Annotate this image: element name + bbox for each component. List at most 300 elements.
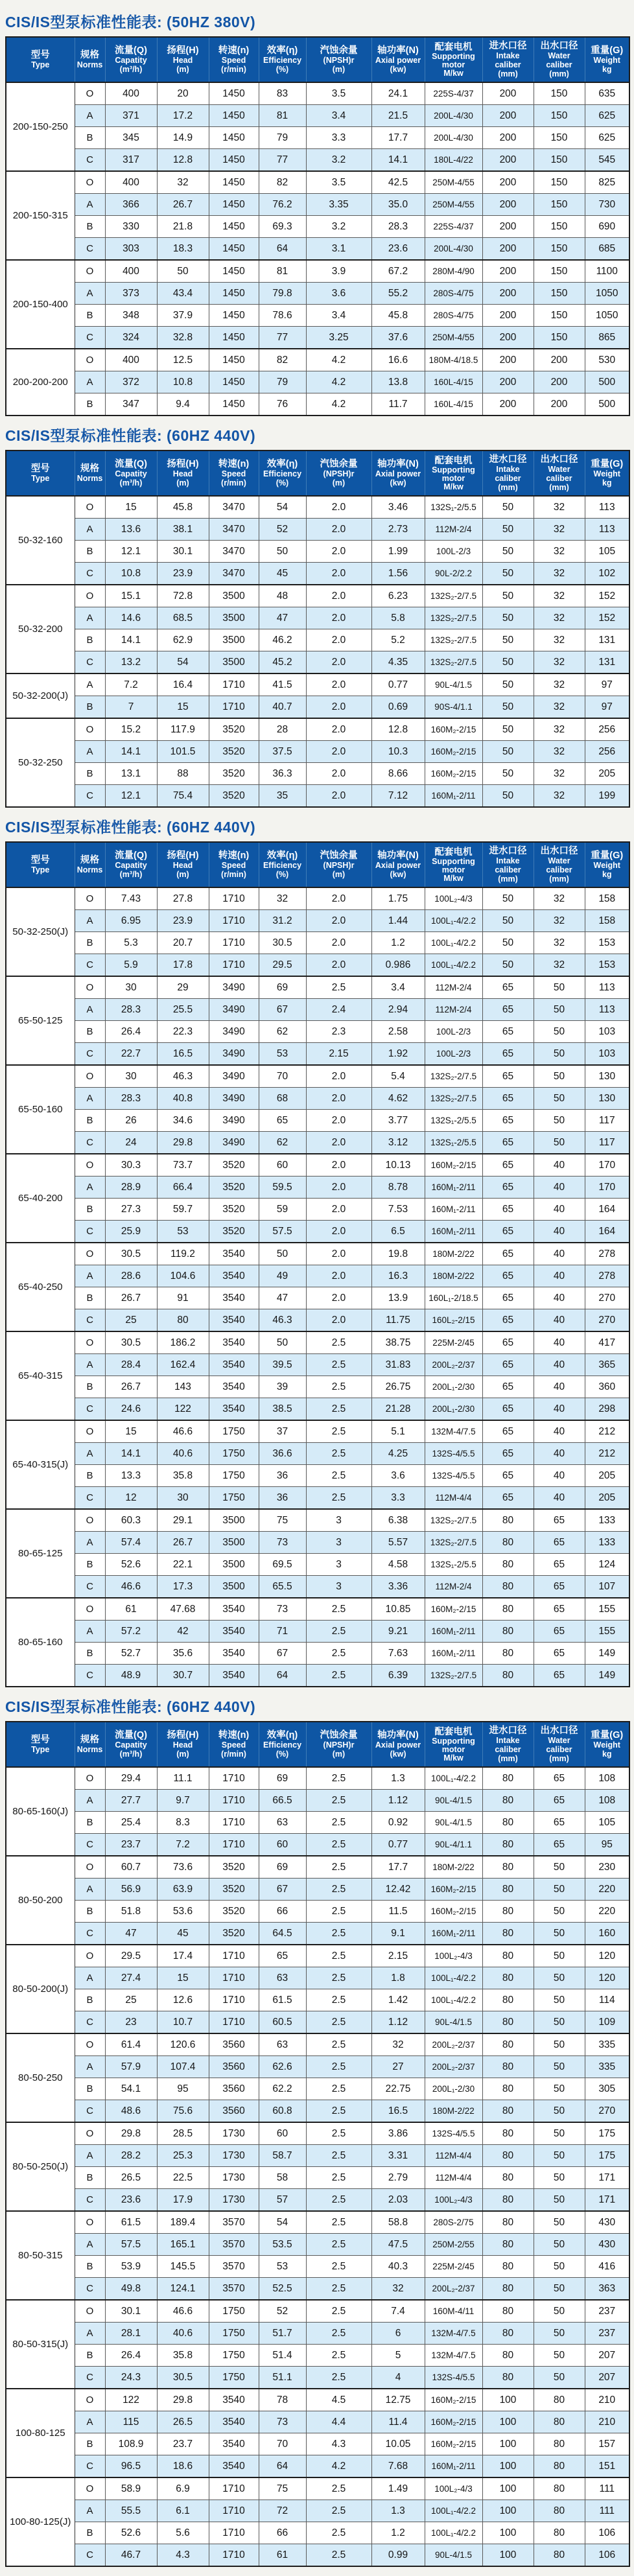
npsh-cell: 3.4 (306, 105, 371, 127)
column-header-axial-power (371, 842, 425, 887)
table-row (6, 2278, 629, 2301)
water-caliber-cell: 80 (534, 2389, 585, 2411)
water-caliber-cell: 40 (534, 1354, 585, 1376)
head-cell: 22.1 (157, 1554, 209, 1576)
weight-cell: 256 (585, 718, 629, 741)
table-row (6, 1043, 629, 1066)
intake-caliber-cell: 50 (482, 673, 534, 696)
npsh-cell: 2.5 (306, 2345, 371, 2367)
intake-caliber-cell: 65 (482, 1021, 534, 1043)
table-row (6, 1199, 629, 1221)
weight-cell: 131 (585, 651, 629, 674)
water-caliber-cell: 40 (534, 1177, 585, 1199)
column-header-intake-caliber (482, 842, 534, 887)
column-header-capacity-line: (m³/h) (119, 478, 143, 487)
table-row (6, 2345, 629, 2367)
axial-power-cell: 2.03 (371, 2189, 425, 2212)
capacity-cell: 23.7 (105, 1834, 157, 1856)
head-cell: 21.8 (157, 216, 209, 238)
axial-power-cell: 26.75 (371, 1376, 425, 1398)
intake-caliber-cell: 65 (482, 1354, 534, 1376)
table-row (6, 1901, 629, 1923)
head-cell: 75.4 (157, 785, 209, 808)
column-header-speed (209, 842, 259, 887)
intake-caliber-cell: 65 (482, 1243, 534, 1265)
norm-cell: C (75, 954, 105, 977)
column-header-intake-caliber-line: 进水口径 (489, 41, 527, 51)
norm-cell: C (75, 1398, 105, 1421)
efficiency-cell: 52 (259, 2300, 306, 2323)
intake-caliber-cell: 50 (482, 496, 534, 519)
weight-cell: 1050 (585, 283, 629, 305)
norm-cell: O (75, 2477, 105, 2500)
efficiency-cell: 77 (259, 149, 306, 172)
weight-cell: 237 (585, 2300, 629, 2323)
motor-cell: 160L-4/15 (425, 371, 482, 393)
efficiency-cell: 76 (259, 393, 306, 416)
norm-cell: A (75, 1879, 105, 1901)
table-row (6, 1487, 629, 1510)
intake-caliber-cell: 50 (482, 954, 534, 977)
intake-caliber-cell: 65 (482, 1487, 534, 1510)
capacity-cell: 28.4 (105, 1354, 157, 1376)
norm-cell: O (75, 2389, 105, 2411)
weight-cell: 205 (585, 1487, 629, 1510)
head-cell: 46.3 (157, 1065, 209, 1088)
efficiency-cell: 73 (259, 1532, 306, 1554)
motor-cell: 160M₂-2/15 (425, 741, 482, 763)
npsh-cell: 2.0 (306, 1110, 371, 1132)
efficiency-cell: 36.6 (259, 1443, 306, 1465)
motor-cell: 100L₂-4/3 (425, 887, 482, 910)
head-cell: 117.9 (157, 718, 209, 741)
norm-cell: A (75, 607, 105, 629)
head-cell: 189.4 (157, 2211, 209, 2234)
npsh-cell: 2.5 (306, 1812, 371, 1834)
column-header-capacity-line: Capatity (115, 1740, 147, 1750)
efficiency-cell: 51.1 (259, 2367, 306, 2389)
axial-power-cell: 4.35 (371, 651, 425, 674)
water-caliber-cell: 150 (534, 82, 585, 105)
speed-cell: 3520 (209, 1154, 259, 1177)
axial-power-cell: 2.58 (371, 1021, 425, 1043)
axial-power-cell: 6.39 (371, 1665, 425, 1687)
column-header-npsh-line: (m) (332, 478, 346, 487)
column-header-npsh-line: 汽蚀余量 (320, 45, 358, 56)
column-header-efficiency-line: Efficiency (263, 469, 302, 478)
capacity-cell: 60.3 (105, 1509, 157, 1532)
efficiency-cell: 50 (259, 1331, 306, 1354)
column-header-speed (209, 37, 259, 82)
column-header-motor-line: 配套电机 (434, 41, 473, 53)
axial-power-cell: 7.63 (371, 1643, 425, 1665)
intake-caliber-cell: 100 (482, 2433, 534, 2455)
efficiency-cell: 37 (259, 1420, 306, 1443)
speed-cell: 3490 (209, 1065, 259, 1088)
motor-cell: 100L₁-4/2.2 (425, 1967, 482, 1989)
head-cell: 12.6 (157, 1989, 209, 2011)
motor-cell: 280S-4/75 (425, 283, 482, 305)
capacity-cell: 14.1 (105, 1443, 157, 1465)
axial-power-cell: 16.5 (371, 2100, 425, 2123)
capacity-cell: 56.9 (105, 1879, 157, 1901)
column-header-speed-line: 转速(n) (218, 1730, 250, 1740)
capacity-cell: 28.3 (105, 999, 157, 1021)
efficiency-cell: 71 (259, 1621, 306, 1643)
motor-cell: 160M₂-2/15 (425, 2389, 482, 2411)
motor-cell: 132S-4/5.5 (425, 2122, 482, 2145)
speed-cell: 3540 (209, 1287, 259, 1309)
intake-caliber-cell: 80 (482, 2122, 534, 2145)
motor-cell: 200L-4/30 (425, 127, 482, 149)
weight-cell: 133 (585, 1532, 629, 1554)
norm-cell: O (75, 1331, 105, 1354)
norm-cell: O (75, 82, 105, 105)
npsh-cell: 3 (306, 1576, 371, 1598)
npsh-cell: 2.0 (306, 673, 371, 696)
axial-power-cell: 9.21 (371, 1621, 425, 1643)
norm-cell: O (75, 1243, 105, 1265)
table-row (6, 696, 629, 719)
capacity-cell: 303 (105, 238, 157, 261)
column-header-motor (425, 1722, 482, 1767)
water-caliber-cell: 40 (534, 1243, 585, 1265)
table-row (6, 2411, 629, 2433)
weight-cell: 270 (585, 1309, 629, 1332)
norm-cell: A (75, 1443, 105, 1465)
column-header-intake-caliber-line: Intake caliber (495, 51, 521, 69)
norm-cell: A (75, 1790, 105, 1812)
norm-cell: B (75, 1812, 105, 1834)
npsh-cell: 2.0 (306, 541, 371, 563)
axial-power-cell: 9.1 (371, 1923, 425, 1945)
weight-cell: 220 (585, 1901, 629, 1923)
capacity-cell: 30.3 (105, 1154, 157, 1177)
npsh-cell: 2.0 (306, 785, 371, 808)
intake-caliber-cell: 80 (482, 2189, 534, 2212)
table-row (6, 1088, 629, 1110)
column-header-speed-line: Speed (221, 56, 246, 65)
weight-cell: 103 (585, 1021, 629, 1043)
water-caliber-cell: 65 (534, 1790, 585, 1812)
capacity-cell: 366 (105, 194, 157, 216)
npsh-cell: 2.5 (306, 1376, 371, 1398)
table-row (6, 2522, 629, 2544)
head-cell: 40.8 (157, 1088, 209, 1110)
norm-cell: C (75, 1834, 105, 1856)
motor-cell: 112M-4/4 (425, 2167, 482, 2189)
norm-cell: O (75, 887, 105, 910)
capacity-cell: 57.4 (105, 1532, 157, 1554)
speed-cell: 3490 (209, 1110, 259, 1132)
weight-cell: 205 (585, 1465, 629, 1487)
npsh-cell: 2.5 (306, 1790, 371, 1812)
water-caliber-cell: 150 (534, 149, 585, 172)
table-row (6, 1331, 629, 1354)
table-row (6, 563, 629, 585)
npsh-cell: 2.5 (306, 1989, 371, 2011)
axial-power-cell: 12.8 (371, 718, 425, 741)
motor-cell: 132S₂-2/7.5 (425, 651, 482, 674)
column-header-head-line: Head (172, 861, 193, 870)
efficiency-cell: 79 (259, 371, 306, 393)
intake-caliber-cell: 65 (482, 1287, 534, 1309)
column-header-weight-line: Weight (593, 1740, 620, 1750)
npsh-cell: 2.5 (306, 1879, 371, 1901)
npsh-cell: 2.0 (306, 887, 371, 910)
norm-cell: A (75, 1177, 105, 1199)
head-cell: 9.4 (157, 393, 209, 416)
efficiency-cell: 52.5 (259, 2278, 306, 2301)
weight-cell: 106 (585, 2522, 629, 2544)
norm-cell: C (75, 327, 105, 349)
npsh-cell: 2.5 (306, 2477, 371, 2500)
npsh-cell: 2.0 (306, 910, 371, 932)
weight-cell: 685 (585, 238, 629, 261)
water-caliber-cell: 150 (534, 194, 585, 216)
weight-cell: 199 (585, 785, 629, 808)
table-row (6, 1945, 629, 1967)
column-header-efficiency (259, 451, 306, 496)
axial-power-cell: 55.2 (371, 283, 425, 305)
motor-cell: 180M-2/22 (425, 1265, 482, 1287)
speed-cell: 1750 (209, 1465, 259, 1487)
norm-cell: B (75, 216, 105, 238)
speed-cell: 3470 (209, 541, 259, 563)
intake-caliber-cell: 65 (482, 1088, 534, 1110)
table-row (6, 910, 629, 932)
motor-cell: 160M₁-2/11 (425, 785, 482, 808)
motor-cell: 160M₂-2/15 (425, 2411, 482, 2433)
axial-power-cell: 13.8 (371, 371, 425, 393)
column-header-axial-power (371, 1722, 425, 1767)
weight-cell: 131 (585, 629, 629, 651)
norm-cell: C (75, 1043, 105, 1066)
npsh-cell: 2.0 (306, 1154, 371, 1177)
head-cell: 18.3 (157, 238, 209, 261)
column-header-motor (425, 842, 482, 887)
efficiency-cell: 40.7 (259, 696, 306, 719)
motor-cell: 90L-4/1.5 (425, 1812, 482, 1834)
weight-cell: 152 (585, 585, 629, 607)
weight-cell: 363 (585, 2278, 629, 2301)
npsh-cell: 3.3 (306, 127, 371, 149)
efficiency-cell: 77 (259, 327, 306, 349)
performance-table-section (0, 815, 634, 1687)
norm-cell: A (75, 1967, 105, 1989)
water-caliber-cell: 200 (534, 393, 585, 416)
column-header-axial-power-line: (kw) (390, 478, 406, 487)
weight-cell: 365 (585, 1354, 629, 1376)
column-header-water-caliber-line: (mm) (549, 1754, 569, 1763)
head-cell: 18.6 (157, 2455, 209, 2478)
intake-caliber-cell: 200 (482, 105, 534, 127)
capacity-cell: 12 (105, 1487, 157, 1510)
speed-cell: 1450 (209, 305, 259, 327)
speed-cell: 3540 (209, 1398, 259, 1421)
table-row (6, 1354, 629, 1376)
table-row (6, 629, 629, 651)
column-header-speed-line: 转速(n) (218, 45, 250, 56)
norm-cell: A (75, 2056, 105, 2078)
npsh-cell: 2.0 (306, 741, 371, 763)
column-header-npsh-line: (m) (332, 65, 346, 74)
capacity-cell: 49.8 (105, 2278, 157, 2301)
norm-cell: B (75, 763, 105, 785)
motor-cell: 200L₁-2/30 (425, 1398, 482, 1421)
capacity-cell: 7 (105, 696, 157, 719)
table-row (6, 1989, 629, 2011)
water-caliber-cell: 40 (534, 1221, 585, 1243)
table-row (6, 1021, 629, 1043)
speed-cell: 3540 (209, 1621, 259, 1643)
column-header-water-caliber-line: (mm) (549, 874, 569, 884)
weight-cell: 171 (585, 2189, 629, 2212)
motor-cell: 200L-4/30 (425, 105, 482, 127)
weight-cell: 270 (585, 1287, 629, 1309)
head-cell: 35.8 (157, 1465, 209, 1487)
weight-cell: 207 (585, 2367, 629, 2389)
table-row (6, 785, 629, 808)
performance-table-section (0, 10, 634, 416)
npsh-cell: 3.35 (306, 194, 371, 216)
column-header-efficiency-line: (%) (276, 870, 289, 879)
weight-cell: 278 (585, 1243, 629, 1265)
table-row (6, 585, 629, 607)
motor-cell: 160M₁-2/11 (425, 1923, 482, 1945)
column-header-efficiency-line: Efficiency (263, 1740, 302, 1750)
head-cell: 30.7 (157, 1665, 209, 1687)
motor-cell: 132S₁-2/5.5 (425, 1554, 482, 1576)
head-cell: 20 (157, 82, 209, 105)
efficiency-cell: 70 (259, 1065, 306, 1088)
weight-cell: 111 (585, 2500, 629, 2522)
npsh-cell: 2.5 (306, 2167, 371, 2189)
axial-power-cell: 1.12 (371, 1790, 425, 1812)
water-caliber-cell: 150 (534, 216, 585, 238)
efficiency-cell: 67 (259, 999, 306, 1021)
norm-cell: A (75, 371, 105, 393)
motor-cell: 200L₂-2/37 (425, 1354, 482, 1376)
column-header-speed-line: Speed (221, 861, 246, 870)
weight-cell: 175 (585, 2122, 629, 2145)
head-cell: 14.9 (157, 127, 209, 149)
intake-caliber-cell: 50 (482, 651, 534, 674)
head-cell: 20.7 (157, 932, 209, 954)
axial-power-cell: 3.3 (371, 1487, 425, 1510)
axial-power-cell: 28.3 (371, 216, 425, 238)
speed-cell: 1450 (209, 194, 259, 216)
water-caliber-cell: 50 (534, 1110, 585, 1132)
water-caliber-cell: 65 (534, 1665, 585, 1687)
efficiency-cell: 60 (259, 1154, 306, 1177)
speed-cell: 3520 (209, 1199, 259, 1221)
motor-cell: 132S-4/5.5 (425, 1443, 482, 1465)
npsh-cell: 2.5 (306, 1923, 371, 1945)
capacity-cell: 400 (105, 349, 157, 371)
speed-cell: 1710 (209, 910, 259, 932)
speed-cell: 1710 (209, 2500, 259, 2522)
efficiency-cell: 45 (259, 563, 306, 585)
npsh-cell: 2.5 (306, 2100, 371, 2123)
head-cell: 8.3 (157, 1812, 209, 1834)
head-cell: 29.8 (157, 1132, 209, 1154)
column-header-water-caliber (534, 1722, 585, 1767)
efficiency-cell: 67 (259, 1879, 306, 1901)
efficiency-cell: 31.2 (259, 910, 306, 932)
table-row (6, 305, 629, 327)
head-cell: 26.7 (157, 1532, 209, 1554)
norm-cell: B (75, 541, 105, 563)
column-header-water-caliber (534, 842, 585, 887)
axial-power-cell: 0.92 (371, 1812, 425, 1834)
head-cell: 10.7 (157, 2011, 209, 2034)
column-header-npsh-line: (m) (332, 1750, 346, 1759)
column-header-water-caliber-line: Water caliber (546, 1736, 572, 1754)
norm-cell: O (75, 1509, 105, 1532)
efficiency-cell: 68 (259, 1088, 306, 1110)
table-row (6, 127, 629, 149)
efficiency-cell: 83 (259, 82, 306, 105)
norm-cell: B (75, 1199, 105, 1221)
npsh-cell: 2.5 (306, 2211, 371, 2234)
capacity-cell: 25.4 (105, 1812, 157, 1834)
water-caliber-cell: 50 (534, 976, 585, 999)
efficiency-cell: 28 (259, 718, 306, 741)
column-header-axial-power-line: (kw) (390, 1750, 406, 1759)
axial-power-cell: 1.99 (371, 541, 425, 563)
motor-cell: 100L₂-4/3 (425, 2477, 482, 2500)
efficiency-cell: 60 (259, 2122, 306, 2145)
water-caliber-cell: 200 (534, 349, 585, 371)
capacity-cell: 24 (105, 1132, 157, 1154)
pump-performance-table (5, 1721, 630, 2567)
table-row (6, 1177, 629, 1199)
head-cell: 23.9 (157, 910, 209, 932)
table-row (6, 1265, 629, 1287)
column-header-head-line: (m) (176, 65, 189, 74)
column-header-weight-line: kg (602, 1750, 612, 1759)
weight-cell: 171 (585, 2167, 629, 2189)
section-title: CIS/IS型泵标准性能表: (60HZ 440V) (5, 819, 256, 836)
speed-cell: 3500 (209, 607, 259, 629)
capacity-cell: 14.1 (105, 741, 157, 763)
weight-cell: 107 (585, 1576, 629, 1598)
table-row (6, 2211, 629, 2234)
capacity-cell: 13.6 (105, 519, 157, 541)
norm-cell: B (75, 1021, 105, 1043)
weight-cell: 149 (585, 1643, 629, 1665)
weight-cell: 175 (585, 2145, 629, 2167)
weight-cell: 105 (585, 541, 629, 563)
norm-cell: B (75, 393, 105, 416)
table-row (6, 1287, 629, 1309)
efficiency-cell: 46.3 (259, 1309, 306, 1332)
speed-cell: 3540 (209, 1643, 259, 1665)
motor-cell: 90L-4/1.5 (425, 1790, 482, 1812)
motor-cell: 132M-4/7.5 (425, 2323, 482, 2345)
npsh-cell: 2.5 (306, 2323, 371, 2345)
column-header-motor-line: motor (441, 865, 465, 874)
axial-power-cell: 11.75 (371, 1309, 425, 1332)
npsh-cell: 3.2 (306, 216, 371, 238)
column-header-head-line: 扬程(H) (167, 1730, 199, 1740)
water-caliber-cell: 40 (534, 1287, 585, 1309)
intake-caliber-cell: 65 (482, 1065, 534, 1088)
norm-cell: A (75, 741, 105, 763)
head-cell: 22.3 (157, 1021, 209, 1043)
weight-cell: 102 (585, 563, 629, 585)
